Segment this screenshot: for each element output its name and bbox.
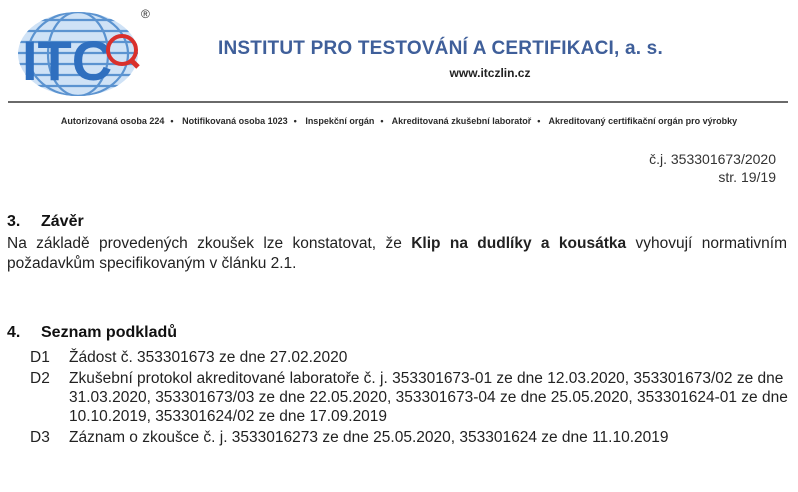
registered-mark: ® (141, 7, 150, 21)
document-code: D3 (30, 429, 50, 446)
bullet-separator: • (537, 116, 541, 126)
organization-website: www.itczlin.cz (449, 66, 531, 80)
section-title: Seznam podkladů (41, 324, 178, 341)
document-description: Žádost č. 353301673 ze dne 27.02.2020 (69, 349, 348, 366)
conclusion-text: vyhovují normativním požadavkům specifikovaným v článku 2.1. (7, 235, 787, 272)
conclusion-paragraph (7, 234, 787, 274)
document-description: Záznam o zkoušce č. j. 3533016273 ze dne 25.05.2020, 353301624 ze dne 11.10.2019 (69, 429, 669, 446)
section-title: Závěr (41, 213, 84, 230)
section-3-heading (7, 213, 84, 231)
product-name: Klip na dudlíky a kousátka (411, 235, 627, 252)
document-code: D1 (30, 349, 50, 366)
organization-name: INSTITUT PRO TESTOVÁNÍ A CERTIFIKACI, a. s. (218, 38, 663, 59)
itc-logo (6, 4, 156, 100)
accreditation-item: Autorizovaná osoba 224 (60, 116, 165, 126)
bullet-separator: • (170, 116, 174, 126)
accreditation-line (0, 116, 798, 126)
bullet-separator: • (380, 116, 384, 126)
case-number: č.j. 353301673/2020 (649, 151, 776, 167)
accreditation-item: Akreditovaný certifikační orgán pro výrobky (548, 116, 738, 126)
document-reference (649, 150, 776, 186)
section-number: 4. (7, 324, 21, 341)
document-description: Zkušební protokol akreditované laboratoře č. j. 353301673-01 ze dne 12.03.2020, 353301673/02 ze dne 31.03.2020, 353301673/03 ze dne 22.05.2020, 353301673-04 ze dne 25.05.2020, 353301624-01 ze dne 10.10.2019, 353301624/02 ze dne 17.09.2019 (69, 370, 788, 425)
list-item (30, 369, 790, 426)
accreditation-item: Inspekční orgán (305, 116, 375, 126)
accreditation-item: Akreditovaná zkušební laboratoř (391, 116, 532, 126)
conclusion-text: Na základě provedených zkoušek lze konstatovat, že (7, 235, 412, 252)
list-item (30, 348, 790, 367)
list-item (30, 428, 790, 447)
bullet-separator: • (293, 116, 297, 126)
document-code: D2 (30, 370, 50, 387)
section-number: 3. (7, 213, 21, 230)
documents-list (30, 348, 790, 449)
accreditation-item: Notifikovaná osoba 1023 (182, 116, 288, 126)
logo-lettering: ITC (22, 29, 113, 92)
header-divider (8, 101, 788, 103)
section-4-heading (7, 324, 177, 342)
page-number: str. 19/19 (718, 169, 776, 185)
